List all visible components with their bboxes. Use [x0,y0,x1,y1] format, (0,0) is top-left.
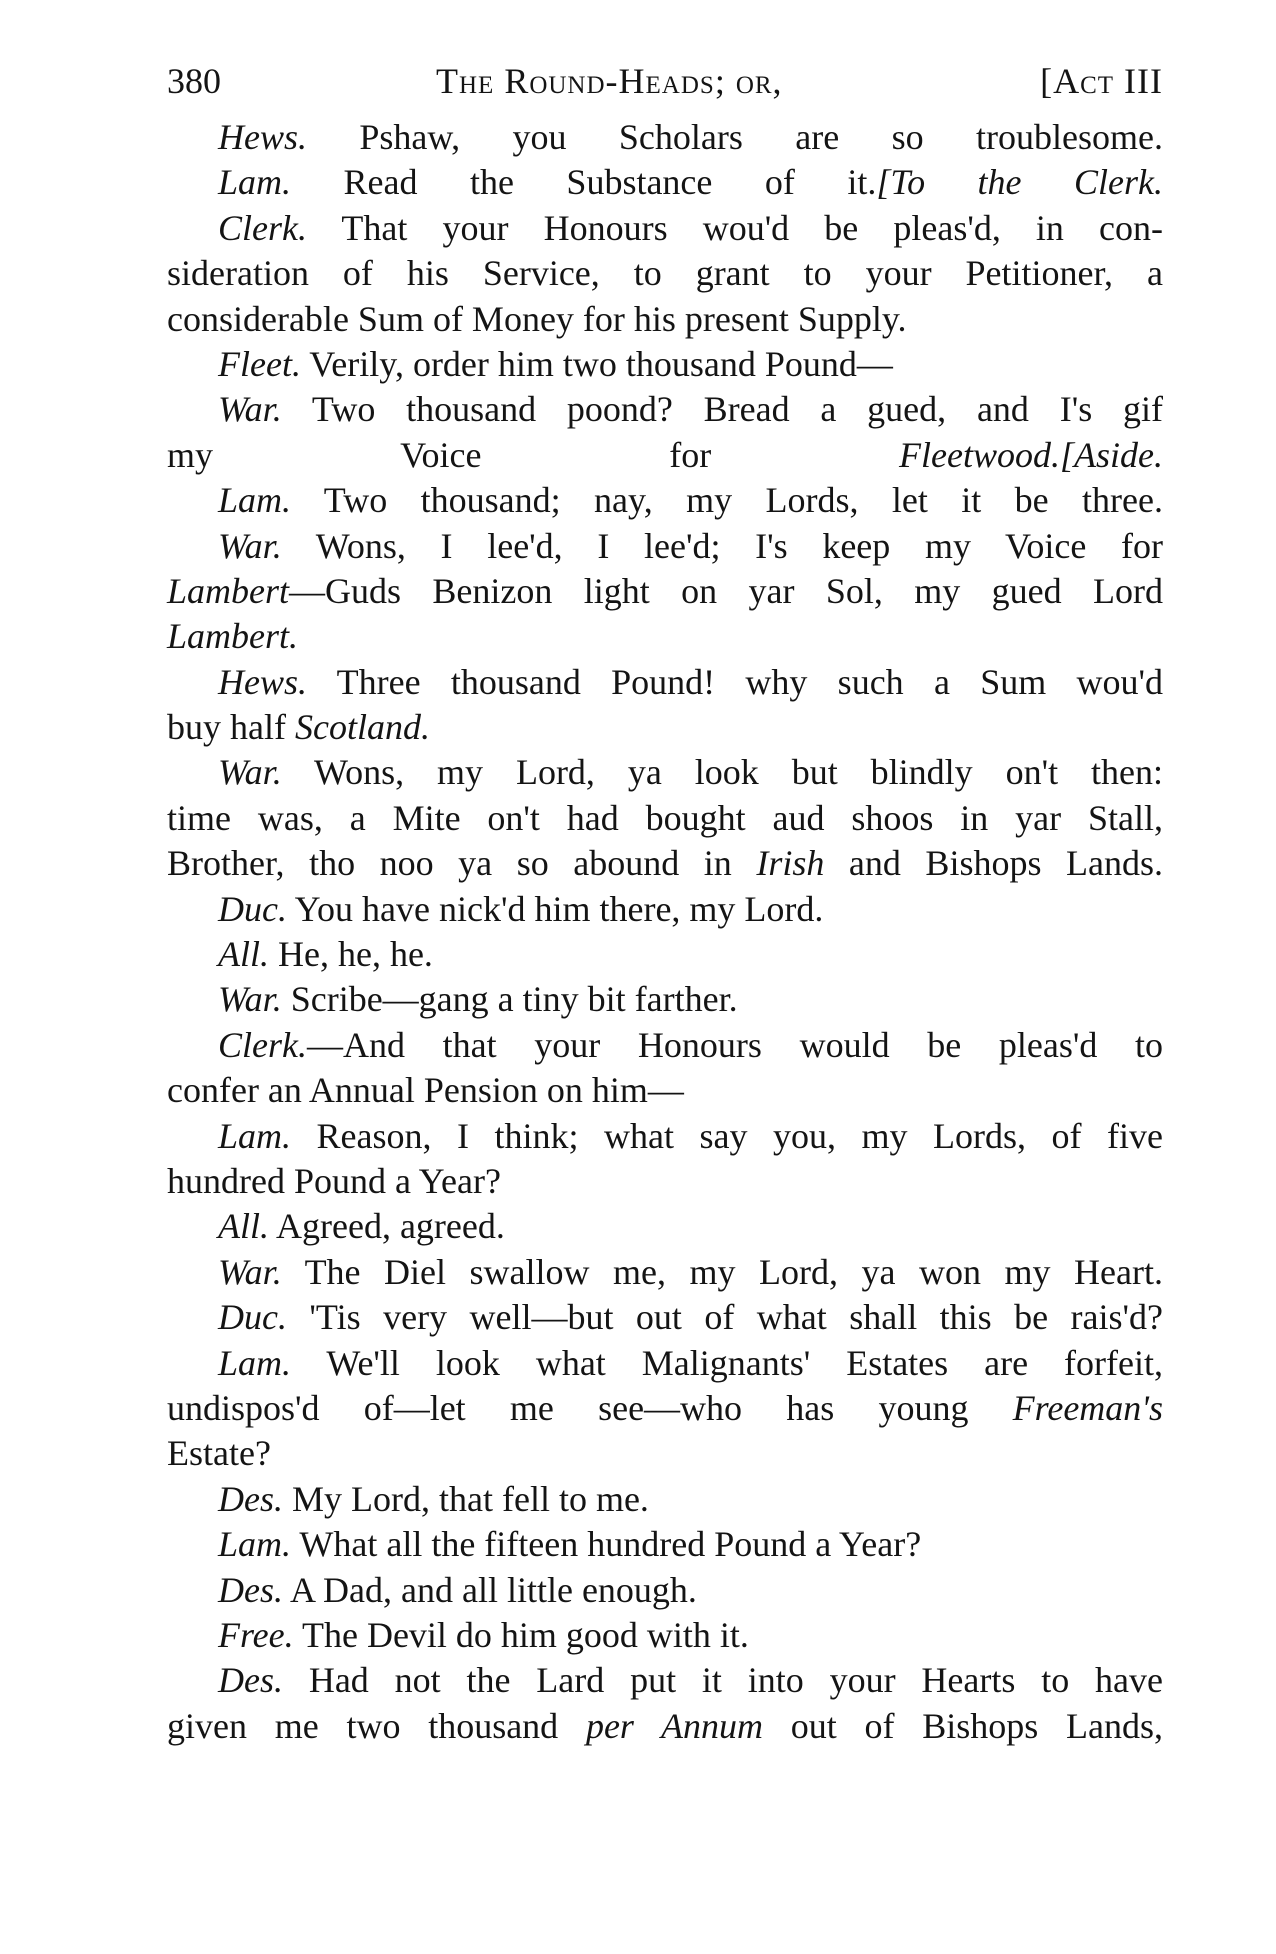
speech-line [167,1522,1163,1567]
speech-line [167,887,1163,932]
speaker-name: All. [218,934,269,975]
speaker-name: War. [218,525,282,566]
text-run: my Voice for [167,434,900,475]
speech-line [167,1023,1163,1068]
text-run: Wons, I lee'd, I lee'd; I's keep my Voice for [281,525,1163,566]
page-number: 380 [167,61,221,101]
text-run: Three thousand Pound! why such a Sum wou'd [307,661,1163,702]
speaker-name: Free. [218,1614,294,1655]
speech-line [167,1295,1163,1340]
act-marker: [Act III [1040,61,1163,101]
speaker-name: Lam. [218,162,292,203]
text-run: time was, a Mite on't had bought aud shoos in yar Stall, [167,797,1163,838]
speech-line [167,977,1163,1022]
text-run: Scribe—gang a tiny bit farther. [281,979,738,1020]
running-header [167,58,1163,104]
text-run: That your Honours wou'd be pleas'd, in con- [306,207,1163,248]
speaker-name: Lam. [218,1524,292,1565]
speech-line [167,1568,1163,1613]
italic-word: per Annum [585,1705,764,1746]
speaker-name: War. [218,979,282,1020]
text-run: undispos'd of—let me see—who has young [167,1387,1013,1428]
speaker-name: Lam. [218,1342,292,1383]
speech-line [167,524,1163,569]
text-run: Brother, tho noo ya so abound in [167,843,757,884]
text-run: out of Bishops Lands, [763,1705,1163,1746]
italic-word: Fleetwood. [899,434,1060,475]
italic-word: Freeman's [1012,1387,1163,1428]
text-run: A Dad, and all little enough. [283,1569,697,1610]
speech-line [167,1114,1163,1159]
speaker-name: All. [218,1206,269,1247]
speech-line [167,1704,1163,1749]
speaker-name: Fleet. [218,343,301,384]
speech-line [167,569,1163,614]
text-run: considerable Sum of Money for his present Supply. [167,298,907,339]
text-run: buy half [167,707,295,748]
text-run: Had not the Lard put it into your Hearts to have [283,1660,1163,1701]
speech-line [167,841,1163,886]
speech-line [167,1477,1163,1522]
italic-word: Lambert. [167,616,299,657]
speaker-name: Des. [218,1569,283,1610]
text-run: He, he, he. [269,934,433,975]
speech-line [167,433,1163,478]
speaker-name: Clerk. [218,1024,307,1065]
text-run: sideration of his Service, to grant to your Petitioner, a [167,253,1163,294]
speech-line [167,115,1163,160]
speech-line [167,342,1163,387]
text-run: Two thousand poond? Bread a gued, and I's gif [281,389,1163,430]
text-run: Pshaw, you Scholars are so troublesome. [307,117,1163,157]
text-run: and Bishops Lands. [824,843,1163,884]
speaker-name: Lam. [218,480,292,521]
speaker-name: Lam. [218,1115,292,1156]
text-run: —And that your Honours would be pleas'd to [306,1024,1163,1065]
text-run: My Lord, that fell to me. [283,1478,649,1519]
text-run: You have nick'd him there, my Lord. [286,888,824,929]
text-run: The Devil do him good with it. [293,1614,749,1655]
stage-direction: [Aside. [1060,434,1163,475]
text-run: Verily, order him two thousand Pound— [300,343,893,384]
speaker-name: Clerk. [218,207,307,248]
text-run: —Guds Benizon light on yar Sol, my gued Lord [289,570,1163,611]
text-run: Wons, my Lord, ya look but blindly on't then: [281,752,1163,793]
speech-line [167,1250,1163,1295]
speech-line [167,705,1163,750]
speaker-name: Hews. [218,661,307,702]
speech-line [167,1159,1163,1204]
text-run: We'll look what Malignants' Estates are forfeit, [291,1342,1163,1383]
speech-line [167,160,1163,205]
speech-line [167,1068,1163,1113]
speaker-name: Des. [218,1478,283,1519]
speech-line [167,297,1163,342]
speaker-name: War. [218,752,282,793]
italic-word: Lambert [167,570,290,611]
play-text [167,115,1163,1749]
speech-line [167,1341,1163,1386]
text-run: given me two thousand [167,1705,586,1746]
text-run: Read the Substance of it. [291,162,877,203]
speaker-name: War. [218,389,282,430]
speech-line [167,206,1163,251]
speech-line [167,1613,1163,1658]
speech-line [167,796,1163,841]
speaker-name: Duc. [218,1297,287,1338]
text-run: What all the fifteen hundred Pound a Year? [291,1524,922,1565]
speaker-name: War. [218,1251,282,1292]
text-run: Reason, I think; what say you, my Lords, of five [291,1115,1163,1156]
speech-line [167,660,1163,705]
speech-line [167,1386,1163,1431]
text-run: The Diel swallow me, my Lord, ya won my Heart. [281,1251,1163,1292]
text-run: hundred Pound a Year? [167,1160,501,1201]
speech-line [167,932,1163,977]
speaker-name: Des. [218,1660,283,1701]
speech-line [167,251,1163,296]
speech-line [167,387,1163,432]
speaker-name: Duc. [218,888,287,929]
text-run: Agreed, agreed. [269,1206,505,1247]
speech-line [167,1431,1163,1476]
speech-line [167,1204,1163,1249]
text-run: 'Tis very well—but out of what shall this be rais'd? [286,1297,1163,1338]
speech-line [167,750,1163,795]
speech-line [167,614,1163,659]
stage-direction: [To the Clerk. [876,162,1163,203]
text-run: Estate? [167,1433,271,1474]
speech-line [167,1658,1163,1703]
speaker-name: Hews. [218,117,307,157]
italic-word: Irish [756,843,825,884]
italic-word: Scotland. [294,707,430,748]
speech-line [167,478,1163,523]
running-title: The Round-Heads; or, [436,61,783,101]
text-run: confer an Annual Pension on him— [167,1070,684,1111]
text-run: Two thousand; nay, my Lords, let it be three. [291,480,1163,521]
